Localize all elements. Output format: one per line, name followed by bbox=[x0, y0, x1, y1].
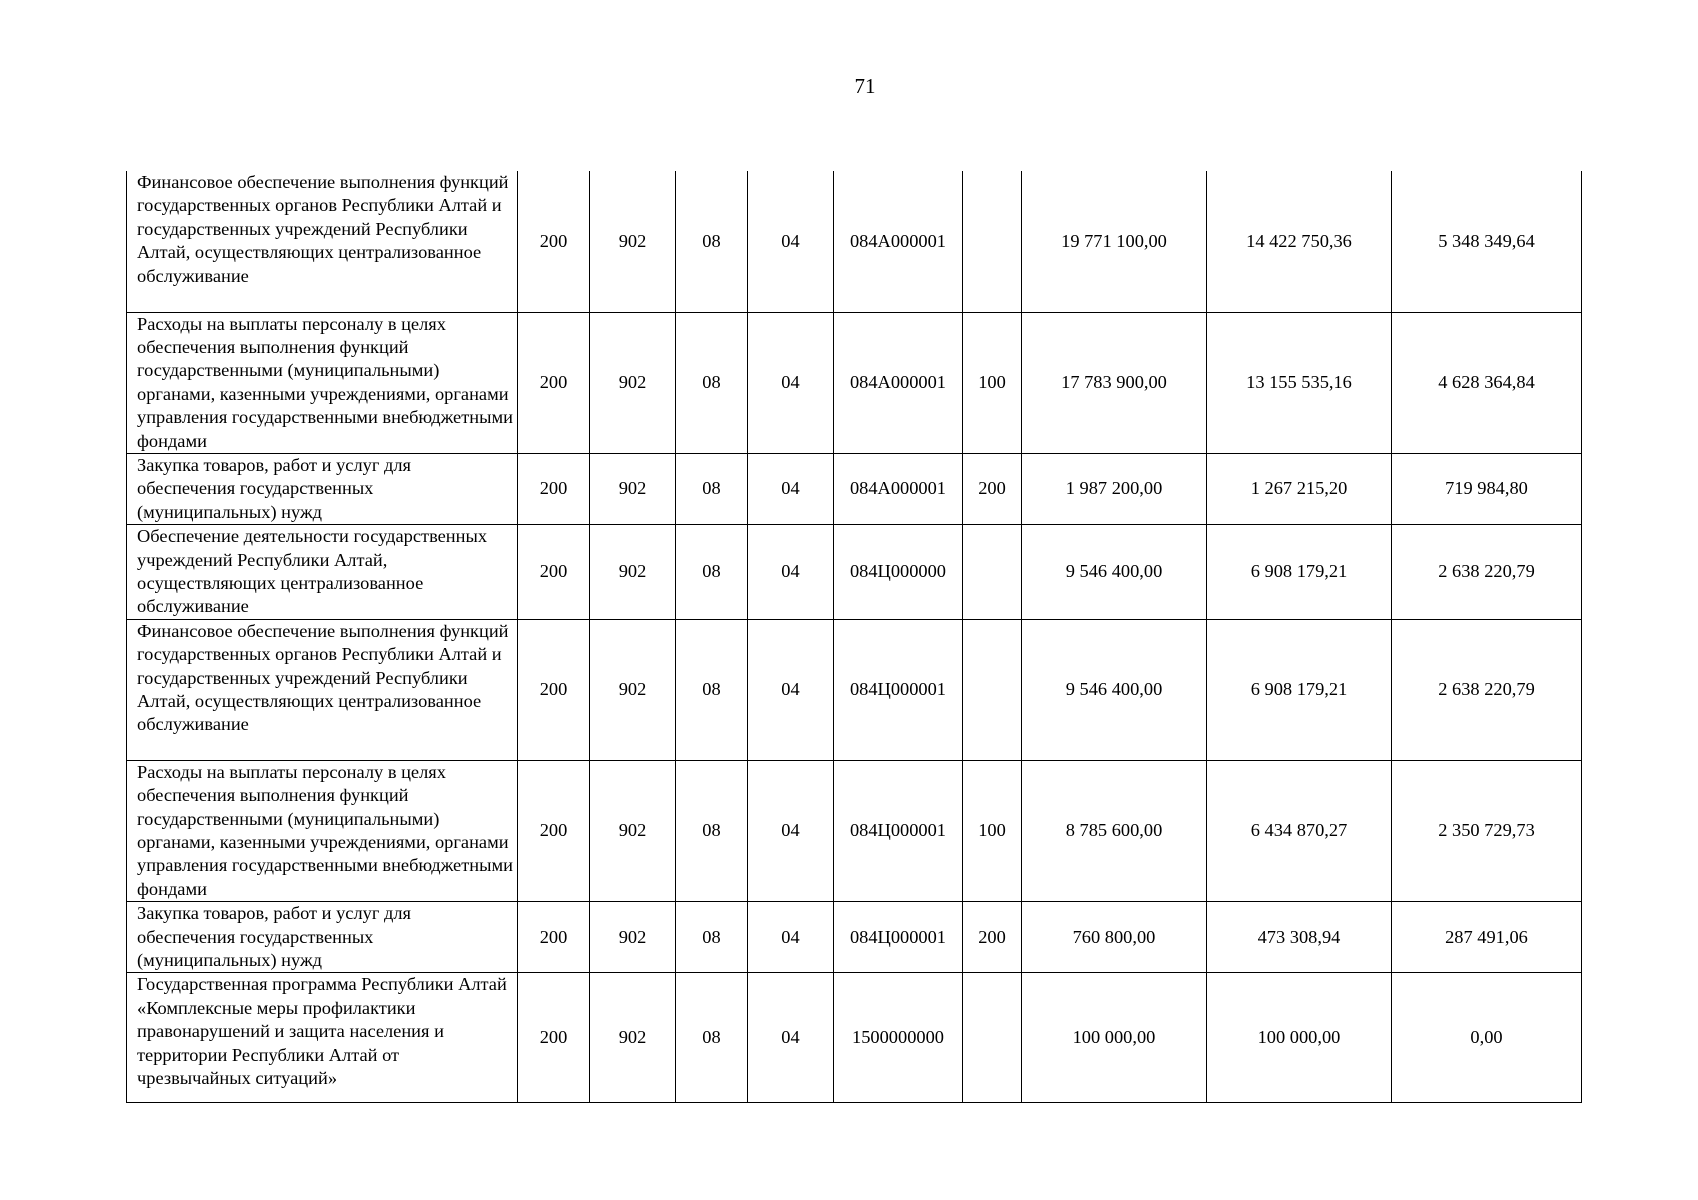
row-expense-type: 200 bbox=[963, 453, 1022, 524]
row-actual-amount: 1 267 215,20 bbox=[1207, 453, 1392, 524]
page-number: 71 bbox=[854, 74, 876, 98]
row-target-code: 084Ц000001 bbox=[834, 760, 963, 901]
row-actual-amount: 6 434 870,27 bbox=[1207, 760, 1392, 901]
row-name: Финансовое обеспечение выполнения функций государственных органов Республики Алтай и государственных учреждений Республики Алтай, осуществляющих централизованное обслуживание bbox=[127, 171, 518, 312]
row-target-code: 084Ц000001 bbox=[834, 619, 963, 760]
row-section-code: 08 bbox=[676, 760, 748, 901]
row-remaining-amount: 4 628 364,84 bbox=[1392, 312, 1582, 453]
row-dept-code: 902 bbox=[590, 453, 676, 524]
table-row bbox=[127, 525, 1582, 620]
row-section-code: 08 bbox=[676, 525, 748, 620]
table-row bbox=[127, 902, 1582, 973]
row-subsection-code: 04 bbox=[748, 312, 834, 453]
row-planned-amount: 9 546 400,00 bbox=[1022, 619, 1207, 760]
row-target-code: 084Ц000001 bbox=[834, 902, 963, 973]
row-admin-code: 200 bbox=[518, 171, 590, 312]
row-expense-type: 200 bbox=[963, 902, 1022, 973]
row-dept-code: 902 bbox=[590, 171, 676, 312]
row-admin-code: 200 bbox=[518, 760, 590, 901]
table-row bbox=[127, 973, 1582, 1103]
row-remaining-amount: 287 491,06 bbox=[1392, 902, 1582, 973]
row-target-code: 084А000001 bbox=[834, 453, 963, 524]
row-remaining-amount: 719 984,80 bbox=[1392, 453, 1582, 524]
row-dept-code: 902 bbox=[590, 312, 676, 453]
row-actual-amount: 100 000,00 bbox=[1207, 973, 1392, 1103]
row-remaining-amount: 5 348 349,64 bbox=[1392, 171, 1582, 312]
row-target-code: 084Ц000000 bbox=[834, 525, 963, 620]
row-expense-type bbox=[963, 525, 1022, 620]
row-name: Закупка товаров, работ и услуг для обеспечения государственных (муниципальных) нужд bbox=[127, 453, 518, 524]
table-row bbox=[127, 453, 1582, 524]
row-admin-code: 200 bbox=[518, 973, 590, 1103]
row-section-code: 08 bbox=[676, 902, 748, 973]
row-target-code: 084А000001 bbox=[834, 312, 963, 453]
row-actual-amount: 473 308,94 bbox=[1207, 902, 1392, 973]
row-planned-amount: 19 771 100,00 bbox=[1022, 171, 1207, 312]
row-expense-type: 100 bbox=[963, 312, 1022, 453]
table-row bbox=[127, 171, 1582, 312]
row-subsection-code: 04 bbox=[748, 902, 834, 973]
row-planned-amount: 9 546 400,00 bbox=[1022, 525, 1207, 620]
row-section-code: 08 bbox=[676, 171, 748, 312]
row-dept-code: 902 bbox=[590, 902, 676, 973]
row-dept-code: 902 bbox=[590, 619, 676, 760]
row-actual-amount: 6 908 179,21 bbox=[1207, 525, 1392, 620]
row-section-code: 08 bbox=[676, 973, 748, 1103]
row-planned-amount: 17 783 900,00 bbox=[1022, 312, 1207, 453]
row-planned-amount: 760 800,00 bbox=[1022, 902, 1207, 973]
row-admin-code: 200 bbox=[518, 619, 590, 760]
budget-table bbox=[126, 171, 1582, 1103]
row-dept-code: 902 bbox=[590, 973, 676, 1103]
table-body bbox=[127, 171, 1582, 1103]
row-section-code: 08 bbox=[676, 619, 748, 760]
row-name: Государственная программа Республики Алтай «Комплексные меры профилактики правонарушений и защита населения и территории Республики Алтай от чрезвычайных ситуаций» bbox=[127, 973, 518, 1103]
row-name: Расходы на выплаты персоналу в целях обеспечения выполнения функций государственными (муниципальными) органами, казенными учреждениями, органами управления государственными внебюджетными фондами bbox=[127, 312, 518, 453]
row-name: Финансовое обеспечение выполнения функций государственных органов Республики Алтай и государственных учреждений Республики Алтай, осуществляющих централизованное обслуживание bbox=[127, 619, 518, 760]
row-planned-amount: 100 000,00 bbox=[1022, 973, 1207, 1103]
row-subsection-code: 04 bbox=[748, 973, 834, 1103]
table-row bbox=[127, 619, 1582, 760]
row-actual-amount: 14 422 750,36 bbox=[1207, 171, 1392, 312]
row-subsection-code: 04 bbox=[748, 171, 834, 312]
row-admin-code: 200 bbox=[518, 902, 590, 973]
row-subsection-code: 04 bbox=[748, 760, 834, 901]
row-name: Расходы на выплаты персоналу в целях обеспечения выполнения функций государственными (муниципальными) органами, казенными учреждениями, органами управления государственными внебюджетными фондами bbox=[127, 760, 518, 901]
row-remaining-amount: 2 638 220,79 bbox=[1392, 525, 1582, 620]
row-remaining-amount: 0,00 bbox=[1392, 973, 1582, 1103]
row-admin-code: 200 bbox=[518, 525, 590, 620]
row-name: Обеспечение деятельности государственных учреждений Республики Алтай, осуществляющих централизованное обслуживание bbox=[127, 525, 518, 620]
row-target-code: 1500000000 bbox=[834, 973, 963, 1103]
row-subsection-code: 04 bbox=[748, 619, 834, 760]
row-remaining-amount: 2 638 220,79 bbox=[1392, 619, 1582, 760]
row-admin-code: 200 bbox=[518, 312, 590, 453]
row-actual-amount: 6 908 179,21 bbox=[1207, 619, 1392, 760]
row-actual-amount: 13 155 535,16 bbox=[1207, 312, 1392, 453]
row-subsection-code: 04 bbox=[748, 453, 834, 524]
row-dept-code: 902 bbox=[590, 525, 676, 620]
row-subsection-code: 04 bbox=[748, 525, 834, 620]
row-name: Закупка товаров, работ и услуг для обеспечения государственных (муниципальных) нужд bbox=[127, 902, 518, 973]
row-planned-amount: 8 785 600,00 bbox=[1022, 760, 1207, 901]
row-remaining-amount: 2 350 729,73 bbox=[1392, 760, 1582, 901]
row-dept-code: 902 bbox=[590, 760, 676, 901]
row-expense-type bbox=[963, 619, 1022, 760]
row-expense-type bbox=[963, 973, 1022, 1103]
row-planned-amount: 1 987 200,00 bbox=[1022, 453, 1207, 524]
row-section-code: 08 bbox=[676, 453, 748, 524]
row-expense-type: 100 bbox=[963, 760, 1022, 901]
table-row bbox=[127, 760, 1582, 901]
row-section-code: 08 bbox=[676, 312, 748, 453]
row-target-code: 084А000001 bbox=[834, 171, 963, 312]
row-expense-type bbox=[963, 171, 1022, 312]
row-admin-code: 200 bbox=[518, 453, 590, 524]
table-row bbox=[127, 312, 1582, 453]
